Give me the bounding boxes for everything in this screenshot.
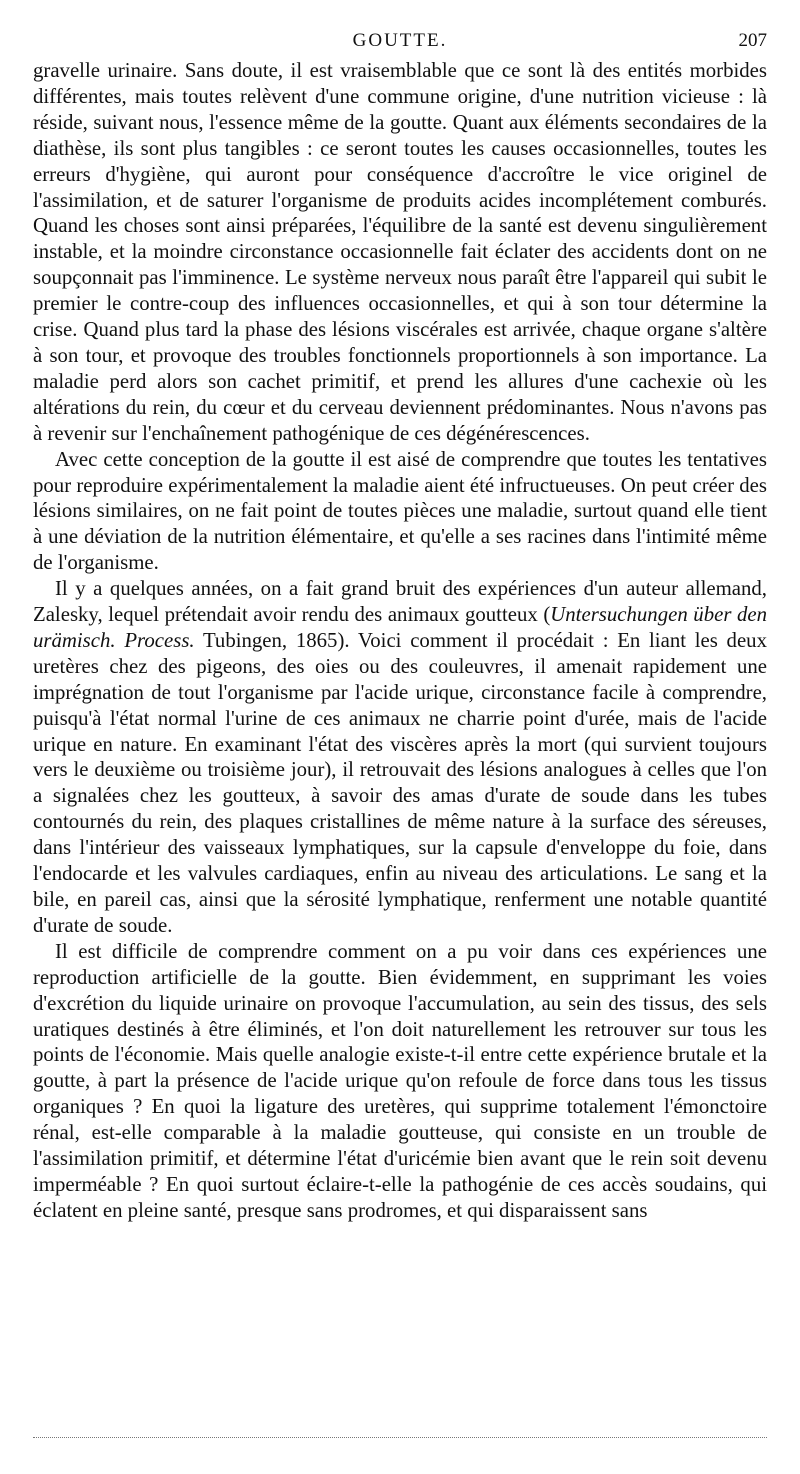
paragraph-4: Il est difficile de comprendre comment on a pu voir dans ces expériences une reproduction artificielle de la goutte. Bien évidemment, en supprimant les voies d'excrétion du liquide urinaire on provoque l'accumulation, au sein des tissus, des sels uratiques destinés à être éliminés, et l'on doit naturellement les retrouver sur tous les points de l'économie. Mais quelle analogie existe-t-il entre cette expérience brutale et la goutte, à part la présence de l'acide urique qu'on refoule de force dans tous les tissus organiques ? En quoi la ligature des uretères, qui supprime totalement l'émonctoire rénal, est-elle comparable à la maladie goutteuse, qui consiste en un trouble de l'assimilation primitif, et détermine l'état d'uricémie bien avant que le rein soit devenu imperméable ? En quoi surtout éclaire-t-elle la pathogénie de ces accès soudains, qui éclatent en pleine santé, presque sans prodromes, et qui disparaissent sans bbox=[33, 939, 767, 1222]
paragraph-3-text-before: Il y a quelques années, on a fait grand bruit des expériences d'un auteur allemand, Zalesky, lequel prétendait avoir rendu des animaux goutteux ( bbox=[33, 577, 767, 627]
paragraph-1: gravelle urinaire. Sans doute, il est vraisemblable que ce sont là des entités morbides différentes, mais toutes relèvent d'une commune origine, d'une nutrition vicieuse : là réside, suivant nous, l'essence même de la goutte. Quant aux éléments secondaires de la diathèse, ils sont plus tangibles : ce seront toutes les causes occasionnelles, toutes les erreurs d'hygiène, qui auront pour conséquence d'accroître le vice originel de l'assimilation, et de saturer l'organisme de produits acides incomplétement comburés. Quand les choses sont ainsi préparées, l'équilibre de la santé est devenu singulièrement instable, et la moindre circonstance occasionnelle fait éclater des accidents dont on ne soupçonnait pas l'imminence. Le système nerveux nous paraît être l'appareil qui subit le premier le contre-coup des influences occasionnelles, et qui à son tour détermine la crise. Quand plus tard la phase des lésions viscérales est arrivée, chaque organe s'altère à son tour, et provoque des troubles fonctionnels proportionnels à son importance. La maladie perd alors son cachet primitif, et prend les allures d'une cachexie où les altérations du rein, du cœur et du cerveau deviennent prédominantes. Nous n'avons pas à revenir sur l'enchaînement pathogénique de ces dégénérescences. bbox=[33, 59, 767, 445]
paragraph-2: Avec cette conception de la goutte il est aisé de comprendre que toutes les tentatives pour reproduire expérimentalement la maladie aient été infructueuses. On peut créer des lésions similaires, on ne fait point de toutes pièces une maladie, surtout quand elle tient à une déviation de la nutrition élémentaire, et qu'elle a ses racines dans l'intimité même de l'organisme. bbox=[33, 447, 767, 575]
running-head bbox=[33, 30, 767, 58]
running-title: GOUTTE. bbox=[352, 30, 448, 51]
citation-title: Untersuchungen über den urämisch. Process. bbox=[33, 603, 768, 652]
footer-dotted-rule bbox=[33, 1437, 767, 1438]
body-text bbox=[33, 58, 767, 1224]
paragraph-3-text-after: Tubingen, 1865). Voici comment il procédait : En liant les deux uretères chez des pigeons, des oies ou des couleuvres, il amenait rapidement une imprégnation de tout l'organisme par l'acide urique, circonstance facile à comprendre, puisqu'à l'état normal l'urine de ces animaux ne charrie point d'urée, mais de l'acide urique en nature. En examinant l'état des viscères après la mort (qui survient toujours vers le deuxième ou troisième jour), il retrouvait des lésions analogues à celles que l'on a signalées chez les goutteux, à savoir des amas d'urate de soude dans les tubes contournés du rein, des plaques cristallines de même nature à la surface des séreuses, dans l'intérieur des vaisseaux lymphatiques, sur la capsule d'enveloppe du foie, dans l'endocarde et les valvules cardiaques, enfin au niveau des articulations. Le sang et la bile, en pareil cas, ainsi que la sérosité lymphatique, renferment une notable quantité d'urate de soude. bbox=[33, 628, 767, 937]
page-number: 207 bbox=[738, 30, 767, 51]
page bbox=[33, 30, 767, 1224]
paragraph-3 bbox=[33, 576, 767, 939]
